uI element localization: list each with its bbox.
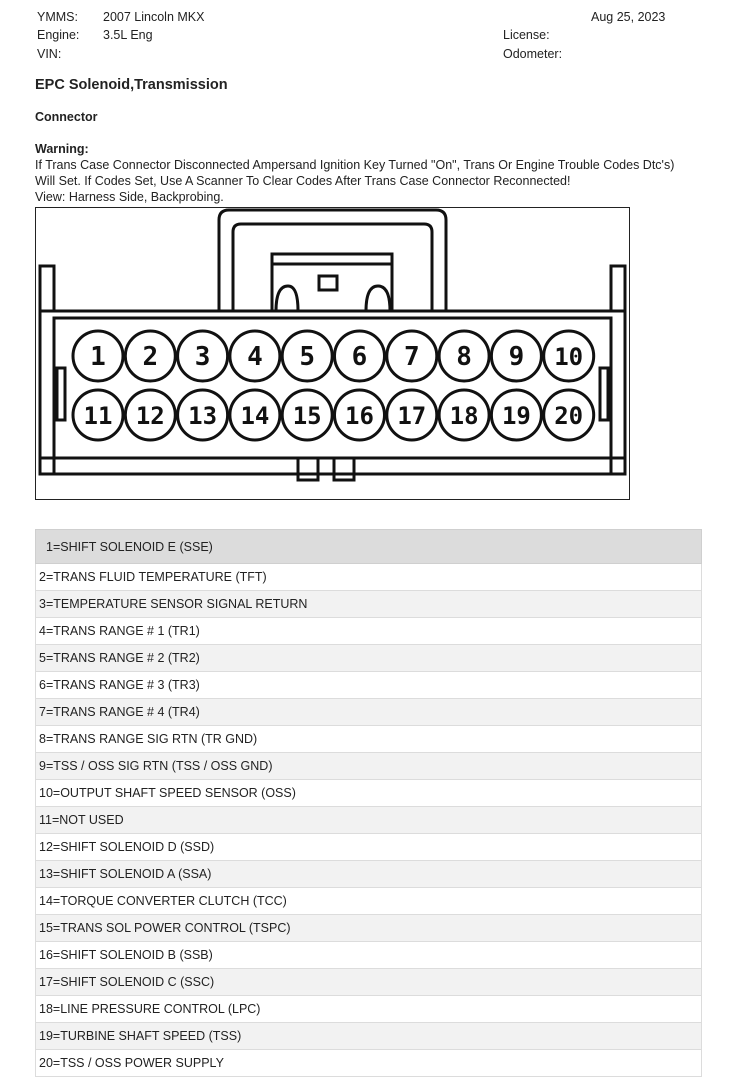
pinout-table-body xyxy=(36,530,702,1077)
pin-description: 20=TSS / OSS POWER SUPPLY xyxy=(36,1050,702,1077)
connector-pins xyxy=(73,331,594,440)
pinout-table xyxy=(35,529,702,1077)
pin-description: 11=NOT USED xyxy=(36,807,702,834)
view-note: View: Harness Side, Backprobing. xyxy=(35,190,224,204)
pin-description: 6=TRANS RANGE # 3 (TR3) xyxy=(36,672,702,699)
pin-description: 1=SHIFT SOLENOID E (SSE) xyxy=(36,530,702,564)
page-title: EPC Solenoid,Transmission xyxy=(35,77,228,93)
pin-number-label: 5 xyxy=(299,342,316,372)
pin-number-label: 3 xyxy=(194,342,211,372)
pin-number-label: 17 xyxy=(397,402,427,430)
table-row xyxy=(36,1023,702,1050)
pin-description: 5=TRANS RANGE # 2 (TR2) xyxy=(36,645,702,672)
pin-description: 17=SHIFT SOLENOID C (SSC) xyxy=(36,969,702,996)
warning-heading: Warning: xyxy=(35,142,89,156)
warning-line-1: If Trans Case Connector Disconnected Ampersand Ignition Key Turned "On", Trans Or Engine Trouble Codes Dtc's) xyxy=(35,158,675,172)
table-row xyxy=(36,807,702,834)
pin-description: 13=SHIFT SOLENOID A (SSA) xyxy=(36,861,702,888)
section-subtitle: Connector xyxy=(35,110,98,124)
ymms-label: YMMS: xyxy=(37,10,78,24)
table-row xyxy=(36,591,702,618)
pin-number-label: 1 xyxy=(90,342,106,372)
warning-line-2: Will Set. If Codes Set, Use A Scanner To Clear Codes After Trans Case Connector Reconnected! xyxy=(35,174,571,188)
pin-number-label: 14 xyxy=(240,402,270,430)
pin-number-label: 18 xyxy=(449,402,479,430)
license-label: License: xyxy=(503,28,550,42)
table-row xyxy=(36,530,702,564)
table-row xyxy=(36,618,702,645)
pin-number-label: 20 xyxy=(554,402,584,430)
table-row xyxy=(36,645,702,672)
table-row xyxy=(36,969,702,996)
ymms-value: 2007 Lincoln MKX xyxy=(103,10,205,24)
pin-description: 19=TURBINE SHAFT SPEED (TSS) xyxy=(36,1023,702,1050)
connector-diagram xyxy=(35,207,630,500)
pin-description: 15=TRANS SOL POWER CONTROL (TSPC) xyxy=(36,915,702,942)
warning-text xyxy=(35,157,715,205)
pin-description: 3=TEMPERATURE SENSOR SIGNAL RETURN xyxy=(36,591,702,618)
engine-value: 3.5L Eng xyxy=(103,28,153,42)
table-row xyxy=(36,996,702,1023)
table-row xyxy=(36,726,702,753)
pin-number-label: 7 xyxy=(403,342,420,372)
pin-number-label: 13 xyxy=(188,402,218,430)
table-row xyxy=(36,1050,702,1077)
table-row xyxy=(36,915,702,942)
table-row xyxy=(36,672,702,699)
pin-description: 12=SHIFT SOLENOID D (SSD) xyxy=(36,834,702,861)
vin-label: VIN: xyxy=(37,47,62,61)
table-row xyxy=(36,834,702,861)
pin-description: 18=LINE PRESSURE CONTROL (LPC) xyxy=(36,996,702,1023)
pin-description: 16=SHIFT SOLENOID B (SSB) xyxy=(36,942,702,969)
pin-number-label: 2 xyxy=(142,342,159,372)
pin-number-label: 16 xyxy=(345,402,374,430)
table-row xyxy=(36,861,702,888)
table-row xyxy=(36,780,702,807)
pin-number-label: 15 xyxy=(292,402,322,430)
pin-number-label: 19 xyxy=(501,402,531,430)
table-row xyxy=(36,564,702,591)
pin-description: 7=TRANS RANGE # 4 (TR4) xyxy=(36,699,702,726)
table-row xyxy=(36,888,702,915)
table-row xyxy=(36,699,702,726)
pin-number-label: 9 xyxy=(508,342,525,372)
report-date: Aug 25, 2023 xyxy=(591,10,666,24)
pin-description: 2=TRANS FLUID TEMPERATURE (TFT) xyxy=(36,564,702,591)
pin-number-label: 11 xyxy=(83,402,113,430)
table-row xyxy=(36,942,702,969)
pin-number-label: 8 xyxy=(456,342,472,372)
pin-number-label: 12 xyxy=(135,402,165,430)
pin-description: 14=TORQUE CONVERTER CLUTCH (TCC) xyxy=(36,888,702,915)
table-row xyxy=(36,753,702,780)
odometer-label: Odometer: xyxy=(503,47,563,61)
connector-drawing xyxy=(36,208,629,499)
pin-description: 8=TRANS RANGE SIG RTN (TR GND) xyxy=(36,726,702,753)
engine-label: Engine: xyxy=(37,28,80,42)
pin-description: 10=OUTPUT SHAFT SPEED SENSOR (OSS) xyxy=(36,780,702,807)
pin-description: 9=TSS / OSS SIG RTN (TSS / OSS GND) xyxy=(36,753,702,780)
pin-description: 4=TRANS RANGE # 1 (TR1) xyxy=(36,618,702,645)
pin-number-label: 6 xyxy=(351,342,368,372)
pin-number-label: 10 xyxy=(554,343,584,371)
pin-number-label: 4 xyxy=(247,342,263,372)
